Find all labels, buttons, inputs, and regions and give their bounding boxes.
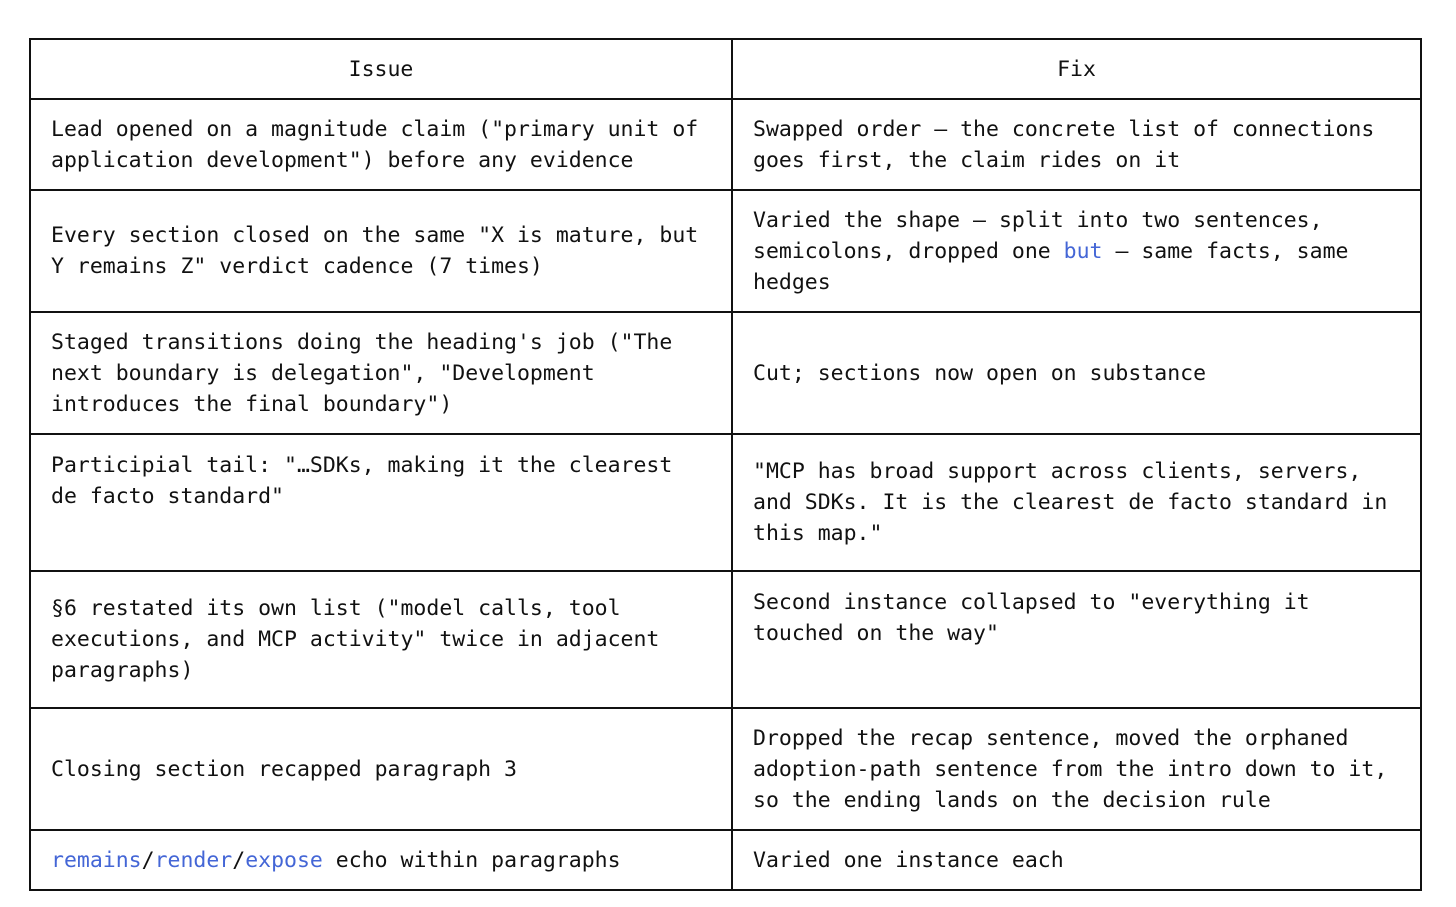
table-row — [30, 190, 1421, 312]
issue-cell — [30, 830, 732, 890]
issue-cell — [30, 190, 732, 312]
issue-cell — [30, 312, 732, 434]
table-row — [30, 99, 1421, 190]
highlighted-word: but — [1063, 238, 1103, 264]
fix-text: — same facts, same hedges — [753, 238, 1362, 295]
table-row — [30, 312, 1421, 434]
fix-text: Varied the shape — split into two sentences, semicolons, dropped one — [753, 207, 1336, 264]
issue-text: Participial tail: "…SDKs, making it the clearest de facto standard" — [51, 453, 686, 509]
header-row — [30, 39, 1421, 99]
fix-cell — [732, 434, 1421, 571]
header-issue: Issue — [30, 39, 732, 99]
table-row — [30, 434, 1421, 571]
fix-cell — [732, 312, 1421, 434]
fix-text: Second instance collapsed to "everything it touched on the way" — [753, 590, 1323, 646]
separator: / — [232, 847, 246, 873]
fix-text: Dropped the recap sentence, moved the orphaned adoption-path sentence from the intro down to it, so the ending lands on the decision rule — [753, 725, 1401, 813]
issue-cell — [30, 434, 732, 571]
issue-text: Closing section recapped paragraph 3 — [51, 756, 517, 782]
issue-cell — [30, 571, 732, 708]
fix-cell — [732, 190, 1421, 312]
issue-text: Lead opened on a magnitude claim ("primary unit of application development") before any evidence — [51, 116, 712, 173]
edits-table — [29, 38, 1422, 891]
issue-text: Every section closed on the same "X is mature, but Y remains Z" verdict cadence (7 times) — [51, 223, 712, 279]
highlighted-word: render — [154, 847, 233, 873]
issue-cell — [30, 708, 732, 830]
issue-cell — [30, 99, 732, 190]
highlighted-word: remains — [51, 847, 142, 873]
fix-text: Swapped order — the concrete list of connections goes first, the claim rides on it — [753, 116, 1388, 173]
separator: / — [141, 847, 155, 873]
fix-cell — [732, 571, 1421, 708]
fix-cell — [732, 830, 1421, 890]
table-row — [30, 830, 1421, 890]
table-row — [30, 708, 1421, 830]
issue-text: echo within paragraphs — [322, 847, 621, 873]
fix-text: "MCP has broad support across clients, servers, and SDKs. It is the clearest de facto standard in this map." — [753, 459, 1401, 546]
issue-text: §6 restated its own list ("model calls, tool executions, and MCP activity" twice in adjacent paragraphs) — [51, 596, 673, 683]
fix-text: Varied one instance each — [753, 847, 1064, 873]
fix-cell — [732, 99, 1421, 190]
table-row — [30, 571, 1421, 708]
fix-text: Cut; sections now open on substance — [753, 360, 1207, 386]
fix-cell — [732, 708, 1421, 830]
header-fix: Fix — [732, 39, 1421, 99]
highlighted-word: expose — [245, 847, 323, 873]
issue-text: Staged transitions doing the heading's job ("The next boundary is delegation", "Development introduces the final boundary") — [51, 329, 686, 417]
